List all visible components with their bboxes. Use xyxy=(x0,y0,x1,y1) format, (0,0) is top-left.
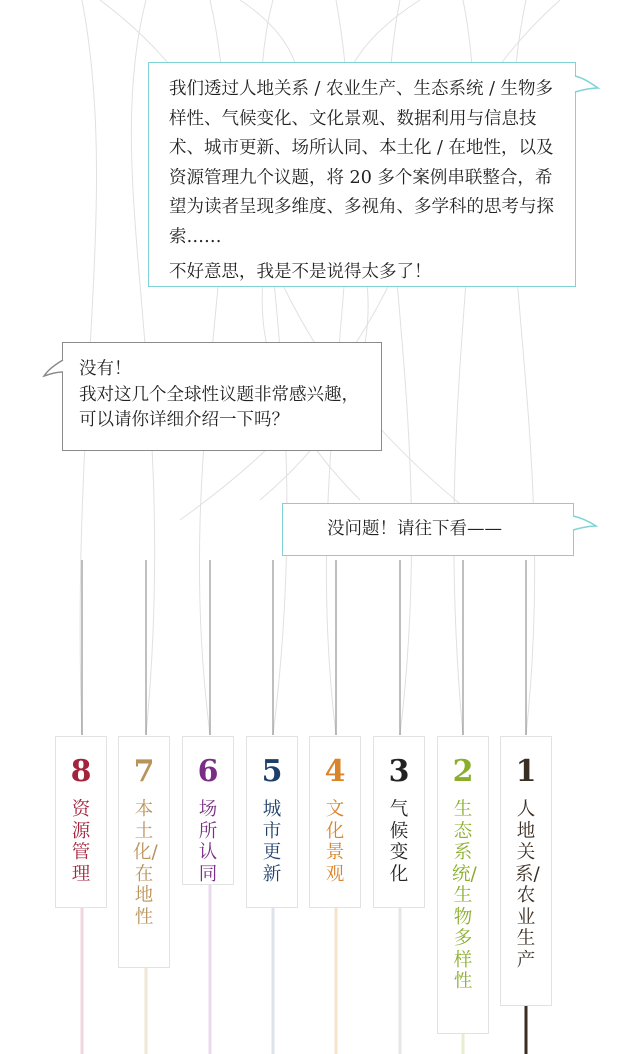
topic-card-1[interactable] xyxy=(500,736,552,1006)
topic-number: 2 xyxy=(452,754,474,789)
topic-card-5[interactable] xyxy=(246,736,298,908)
topic-label: 文化景观 xyxy=(325,799,345,885)
topic-number: 7 xyxy=(133,754,155,789)
topic-label: 生态系统/生物多样性 xyxy=(452,799,477,992)
topic-label: 城市更新 xyxy=(262,799,282,885)
topic-card-6[interactable] xyxy=(182,736,234,885)
bubble-tail-left xyxy=(40,356,64,382)
topic-number: 5 xyxy=(261,754,283,789)
topic-label: 气候变化 xyxy=(389,799,409,885)
apology-text: 不好意思，我是不是说得太多了！ xyxy=(169,262,432,282)
topic-card-8[interactable] xyxy=(55,736,107,908)
topic-label: 本土化/在地性 xyxy=(133,799,158,928)
topic-card-2[interactable] xyxy=(437,736,489,1034)
topic-label: 场所认同 xyxy=(198,799,218,885)
topic-number: 8 xyxy=(70,754,92,789)
speech-bubble-intro xyxy=(148,62,576,287)
bubble-tail-right xyxy=(574,72,604,98)
speech-bubble-reply xyxy=(62,342,382,451)
topic-label: 资源管理 xyxy=(71,799,91,885)
reply-line2: 我对这几个全球性议题非常感兴趣，可以请你详细介绍一下吗？ xyxy=(79,384,359,430)
topic-card-7[interactable] xyxy=(118,736,170,968)
answer-text: 没问题！请往下看—— xyxy=(327,519,502,539)
speech-bubble-answer xyxy=(282,503,574,556)
topic-card-4[interactable] xyxy=(309,736,361,908)
topic-number: 4 xyxy=(324,754,346,789)
topic-number: 6 xyxy=(197,754,219,789)
bubble-tail-right-2 xyxy=(572,512,602,536)
intro-paragraph: 我们透过人地关系 / 农业生产、生态系统 / 生物多样性、气候变化、文化景观、数据利用与信息技术、城市更新、场所认同、本土化 / 在地性，以及资源管理九个议题，将 20 多个案例串联整合，希望为读者呈现多维度、多视角、多学科的思考与探索…… xyxy=(169,79,554,247)
topic-number: 3 xyxy=(388,754,410,789)
topic-label: 人地关系/农业生产 xyxy=(515,799,540,971)
topic-number: 1 xyxy=(515,754,537,789)
topic-card-3[interactable] xyxy=(373,736,425,908)
reply-line1: 没有！ xyxy=(79,359,132,379)
